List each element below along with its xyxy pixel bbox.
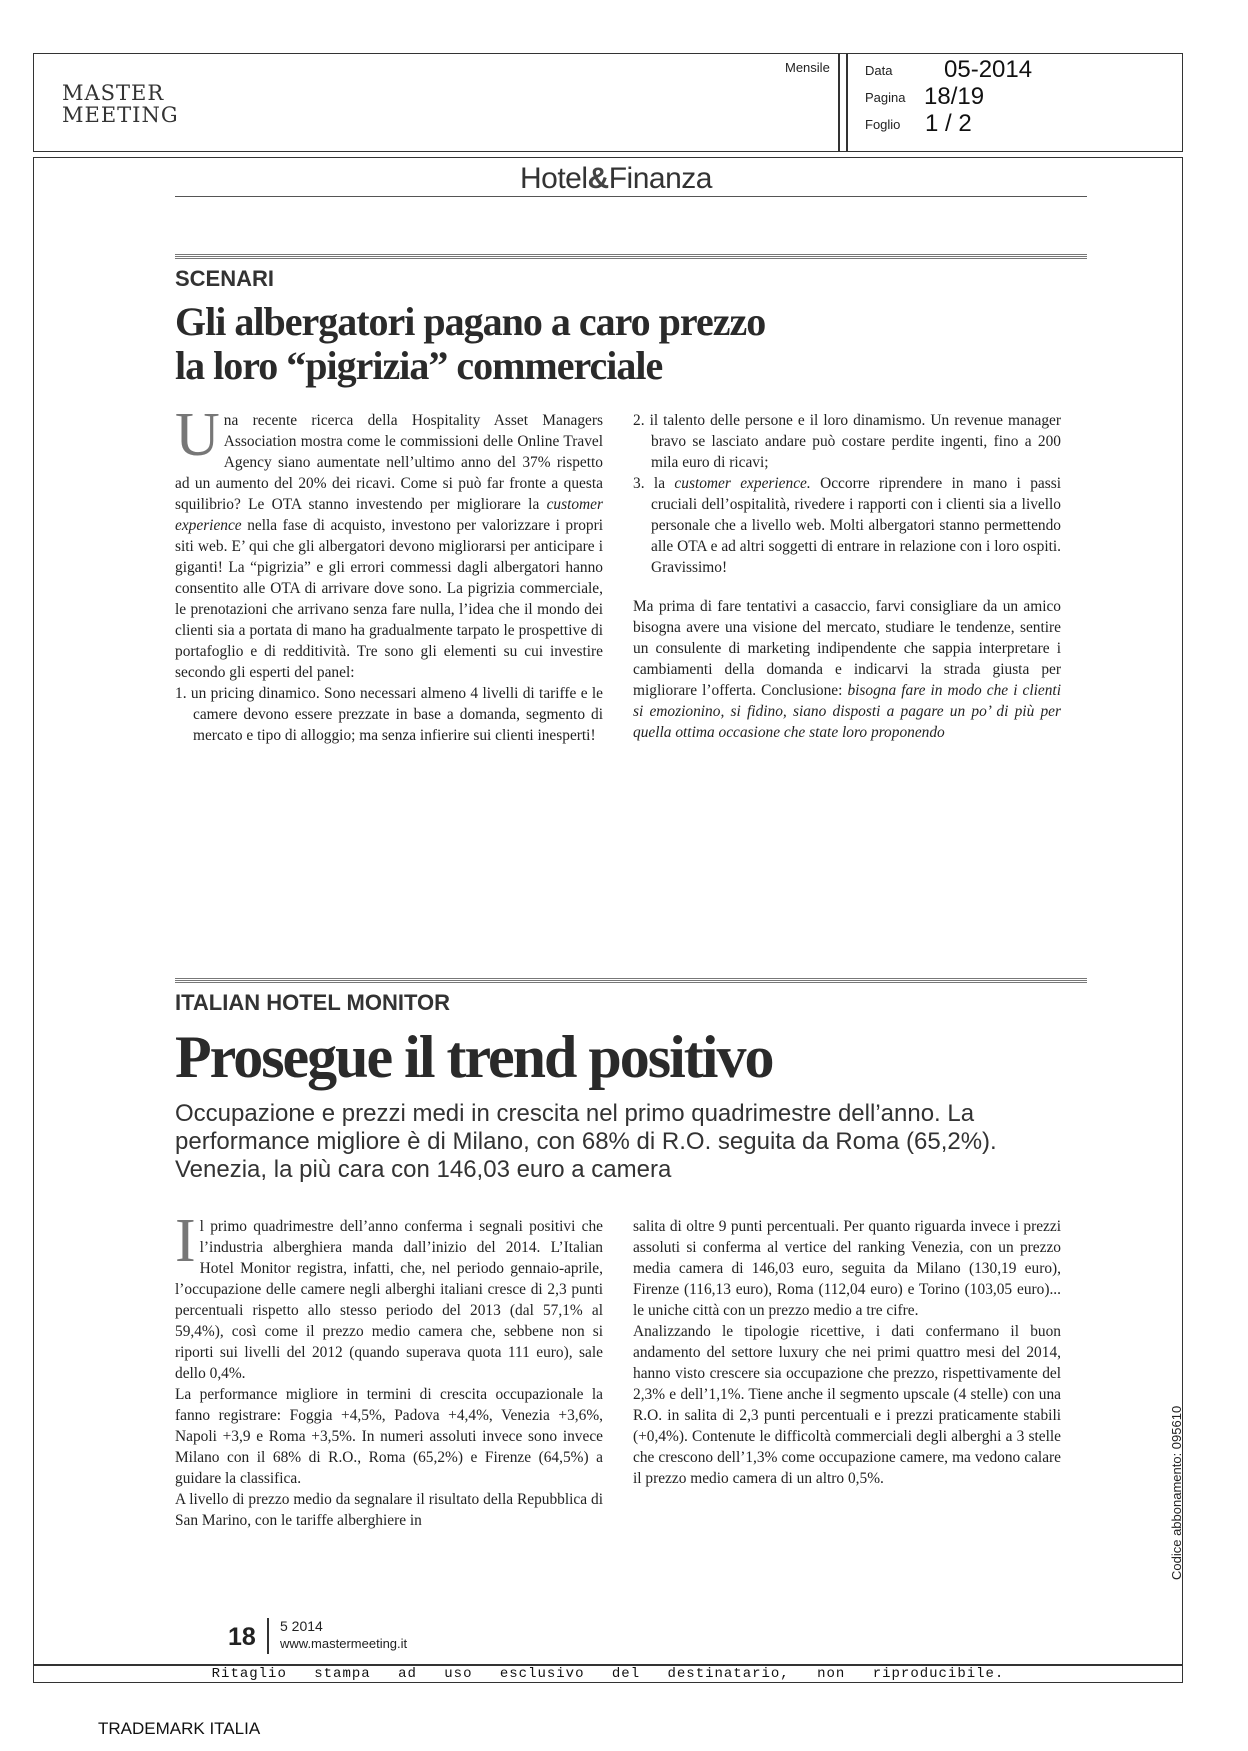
data-value: 05-2014: [944, 56, 1033, 83]
article2-headline: Prosegue il trend positivo: [175, 1024, 773, 1090]
periodicity-label: Mensile: [785, 60, 830, 75]
article1-list-item-1: 1. un pricing dinamico. Sono necessari almeno 4 livelli di tariffe e le camere devono essere prezzate in base a domanda, segmento di mercato e tipo di alloggio; ma senza infierire sui clienti inesperti!: [175, 685, 603, 744]
article1-kicker: SCENARI: [175, 266, 275, 291]
article1-paragraph-1: [175, 401, 603, 683]
article2-paragraph-1: [175, 1207, 603, 1384]
foglio-value: 1 / 2: [925, 110, 972, 137]
data-label: Data: [865, 63, 893, 78]
subscription-code: Codice abbonamento: 095610: [1169, 1405, 1184, 1580]
section-rule-scenari: [175, 254, 1087, 260]
masthead-logo: [62, 82, 179, 126]
article1-left-column: [175, 401, 603, 746]
article2-paragraph-2: La performance migliore in termini di crescita occupazionale la fanno registrare: Foggia +4,5%, Padova +4,4%, Venezia +3,6%, Napoli +3,9 e Roma +3,5%. In numeri assoluti invece sono invece Milano con il 68% di R.O., Roma (65,2%) e Firenze (64,5%) a guidare la classifica.: [175, 1386, 603, 1487]
article2-paragraph-3: A livello di prezzo medio da segnalare il risultato della Repubblica di San Marino, con le tariffe alberghiere in: [175, 1491, 603, 1529]
article2-left-column: [175, 1207, 603, 1531]
masthead-line-1: MASTER: [62, 81, 165, 105]
pagina-label: Pagina: [865, 90, 906, 105]
article1-p1-text-a: na recente ricerca della Hospitality Asset Managers Association mostra come le commissioni delle Online Travel Agency siano aumentate nell’ultimo anno del 37% rispetto ad un aumento del 20% dei ricavi. Come si può far fronte a questa squilibrio? Le OTA stanno investendo per migliorare la: [175, 412, 603, 513]
foglio-label: Foglio: [865, 117, 901, 132]
publication-logo: [520, 162, 712, 196]
page-number: 18: [228, 1623, 256, 1651]
article2-subhead: Occupazione e prezzi medi in crescita nel primo quadrimestre dell’anno. La performance migliore è di Milano, con 68% di R.O. seguita da Roma (65,2%). Venezia, la più cara con 146,03 euro a camera: [175, 1100, 997, 1183]
logo-ampersand: &: [587, 162, 609, 195]
article1-headline: [175, 300, 765, 388]
article2-kicker: ITALIAN HOTEL MONITOR: [175, 990, 450, 1015]
paragraph-gap: [633, 578, 1061, 596]
header-divider-2: [846, 53, 848, 152]
article1-p1-emphasis: customer experience: [175, 496, 603, 534]
logo-part-1: Hotel: [520, 162, 588, 195]
article1-paragraph-2: [633, 596, 1061, 743]
article1-right-column: [633, 410, 1061, 743]
article1-p1-text-b: nella fase di acquisto, investono per valorizzare i propri siti web. E’ qui che gli albergatori devono migliorarsi per anticipare i giganti! La “pigrizia” e gli errori commessi dagli albergatori hanno consentito alle OTA di arrivare dove sono. La pigrizia commerciale, le prenotazioni che arrivano senza fare nulla, l’idea che il mondo dei clienti sia a portata di mano ha gradualmente tarpato le prospettive di portafoglio e di redditività. Tre sono gli elementi su cui investire secondo gli esperti del panel:: [175, 517, 603, 681]
article2-p1-text: l primo quadrimestre dell’anno conferma i segnali positivi che l’industria alberghiera manda dall’inizio del 2014. L’Italian Hotel Monitor registra, infatti, che, nel periodo gennaio-aprile, l’occupazione delle camere negli alberghi italiani cresce di 2,3 punti percentuali rispetto allo stesso periodo del 2013 (dal 57,1% al 59,4%), così come il prezzo medio camera che, sebbene non si riporti sui livelli del 2012 (quando superava quota 111 euro), sale dello 0,4%.: [175, 1218, 603, 1382]
article1-p2-emphasis: bisogna fare in modo che i clienti si emozionino, si fidino, siano disposti a pagare un po’ di più per quella ottima occasione che state loro proponendo: [633, 682, 1061, 741]
section-rule-monitor: [175, 978, 1087, 984]
article1-item3-text-b: Occorre riprendere in mano i passi cruciali dell’ospitalità, rivedere i rapporti con i clienti sia a livello personale che a livello web. Molti albergatori stanno permettendo alle OTA e ad altri soggetti di entrare in relazione con i loro ospiti. Gravissimo!: [651, 475, 1061, 576]
logo-part-2: Finanza: [608, 162, 712, 195]
trademark-label: TRADEMARK ITALIA: [98, 1719, 261, 1738]
article1-list-item-2: 2. il talento delle persone e il loro dinamismo. Un revenue manager bravo se lasciato andare può costare perdite ingenti, fino a 200 mila euro di ricavi;: [633, 412, 1061, 471]
article1-item3-text-a: 3. la: [633, 475, 675, 492]
article2-paragraph-5: Analizzando le tipologie ricettive, i dati confermano il buon andamento del settore luxury che nei primi quattro mesi del 2014, hanno visto crescere sia occupazione che prezzo, rispettivamente del 2,3% e dell’1,1%. Tiene anche il segmento upscale (4 stelle) con una R.O. in salita di 2,3 punti percentuali e i prezzi praticamente stabili (+0,4%). Contenute le difficoltà commerciali degli alberghi a 3 stelle che crescono dell’1,3% come occupazione camere, ma vedono calare il prezzo medio camera di un altro 0,5%.: [633, 1323, 1061, 1487]
footer-separator: [267, 1618, 269, 1654]
reproduction-notice: Ritaglio stampa ad uso esclusivo del destinatario, non riproducibile.: [211, 1666, 1005, 1682]
article1-headline-line-2: la loro “pigrizia” commerciale: [175, 343, 663, 388]
article1-dropcap: U: [175, 401, 220, 469]
article1-list-item-3: [633, 473, 1061, 578]
header-divider-1: [838, 53, 840, 152]
article1-headline-line-1: Gli albergatori pagano a caro prezzo: [175, 299, 766, 344]
article1-item3-emphasis: customer experience.: [674, 475, 811, 492]
article2-right-column: [633, 1216, 1061, 1489]
masthead-line-2: MEETING: [62, 103, 179, 127]
article1-p2-text: Ma prima di fare tentativi a casaccio, farvi consigliare da un amico bisogna avere una visione del mercato, studiare le tendenze, sentire un consulente di marketing indipendente che sappia interpretare i cambiamenti della domanda e indicarvi la strada giusta per migliorare l’offerta. Conclusione:: [633, 598, 1061, 699]
article2-paragraph-4: salita di oltre 9 punti percentuali. Per quanto riguarda invece i prezzi assoluti si conferma al vertice del ranking Venezia, con un prezzo media camera di 146,03 euro, seguita da Milano (130,19 euro), Firenze (116,13 euro), Roma (112,04 euro) e Torino (103,05 euro)... le uniche città con un prezzo medio a tre cifre.: [633, 1218, 1061, 1319]
logo-rule: [175, 196, 1087, 197]
article2-dropcap: I: [175, 1207, 196, 1275]
pagina-value: 18/19: [924, 83, 985, 110]
website-url: www.mastermeeting.it: [280, 1636, 408, 1651]
issue-date: 5 2014: [280, 1618, 323, 1634]
